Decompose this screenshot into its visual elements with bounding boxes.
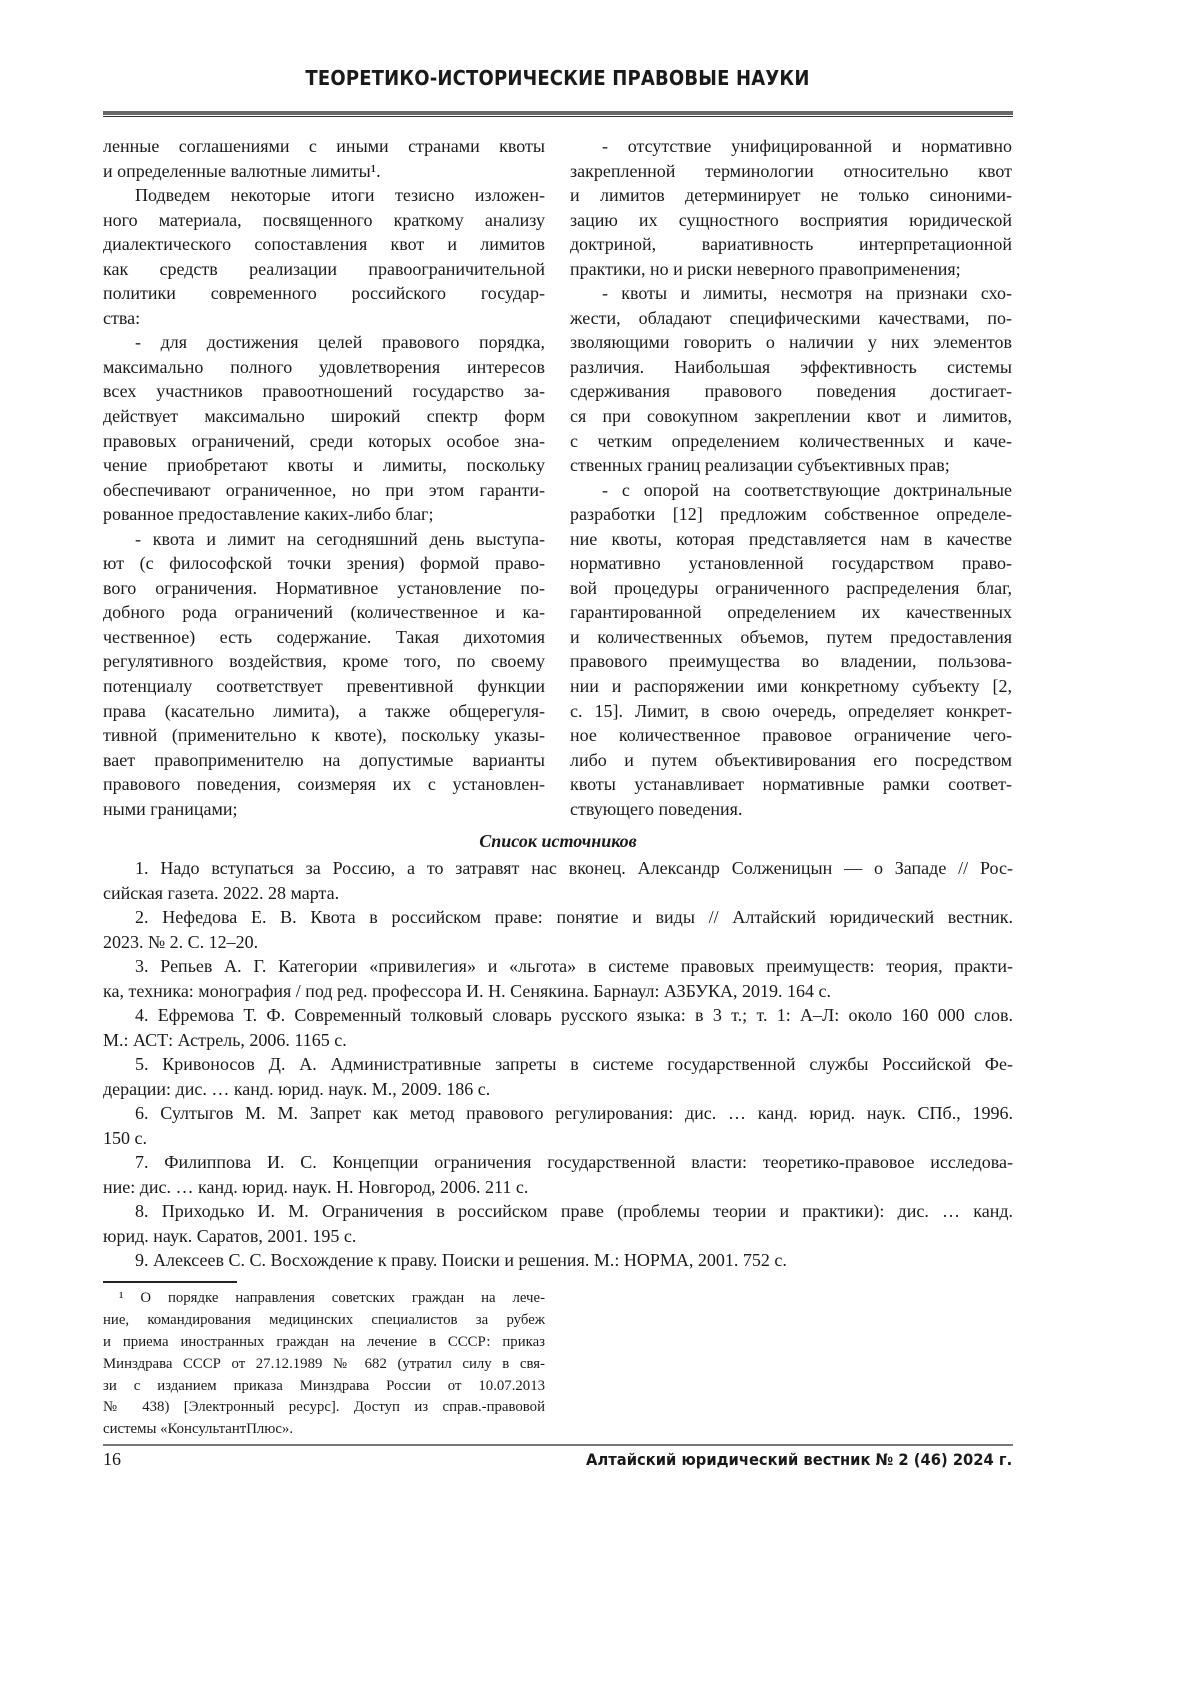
text-line: регулятивного воздействия, кроме того, по своему <box>103 649 545 674</box>
text-line: чение приобретают квоты и лимиты, поскольку <box>103 453 545 478</box>
text-line: ка, техника: монография / под ред. профессора И. Н. Сенякина. Барнаул: АЗБУКА, 2019. 164 с. <box>103 979 1013 1004</box>
text-line: сдерживания правового поведения достигает- <box>570 379 1012 404</box>
text-line: М.: АСТ: Астрель, 2006. 1165 с. <box>103 1028 1013 1053</box>
text-line: закрепленной терминологии относительно квот <box>570 159 1012 184</box>
text-line: правовых ограничений, среди которых особое зна- <box>103 429 545 454</box>
text-line: и определенные валютные лимиты¹. <box>103 159 545 184</box>
text-line: и количественных объемов, путем предоставления <box>570 625 1012 650</box>
footnote-rule <box>103 1281 237 1283</box>
left-column <box>103 134 545 821</box>
text-line: 2. Нефедова Е. В. Квота в российском праве: понятие и виды // Алтайский юридический вестник. <box>103 905 1013 930</box>
text-line: ¹ О порядке направления советских граждан на лече- <box>103 1288 545 1310</box>
text-line: тивной (применительно к квоте), поскольку указы- <box>103 723 545 748</box>
footer-rule <box>103 1444 1013 1446</box>
text-line: дерации: дис. … канд. юрид. наук. М., 2009. 186 с. <box>103 1077 1013 1102</box>
text-line: практики, но и риски неверного правоприменения; <box>570 257 1012 282</box>
journal-title: Алтайский юридический вестник № 2 (46) 2024 г. <box>586 1450 1012 1469</box>
text-line: доктриной, вариативность интерпретационной <box>570 232 1012 257</box>
text-line: ственных границ реализации субъективных прав; <box>570 453 1012 478</box>
text-line: правового преимущества во владении, пользова- <box>570 649 1012 674</box>
paragraph <box>103 954 1013 1003</box>
text-line: зи с изданием приказа Минздрава России от 10.07.2013 <box>103 1376 545 1398</box>
text-line: 2023. № 2. С. 12–20. <box>103 930 1013 955</box>
text-line: 1. Надо вступаться за Россию, а то затравят нас вконец. Александр Солженицын — о Западе // Рос- <box>103 856 1013 881</box>
paragraph <box>570 134 1012 281</box>
text-line: зволяющими говорить о наличии у них элементов <box>570 330 1012 355</box>
text-line: ют (с философской точки зрения) формой право- <box>103 551 545 576</box>
text-line: либо и путем объективирования его посредством <box>570 748 1012 773</box>
text-line: ние квоты, которая представляется нам в качестве <box>570 527 1012 552</box>
text-line: ными границами; <box>103 797 545 822</box>
text-line: № 438) [Электронный ресурс]. Доступ из справ.-правовой <box>103 1397 545 1419</box>
text-line: квоты устанавливает нормативные рамки соответ- <box>570 772 1012 797</box>
paragraph <box>103 1052 1013 1101</box>
text-line: с четким определением количественных и каче- <box>570 429 1012 454</box>
text-line: вает правоприменителю на допустимые варианты <box>103 748 545 773</box>
paragraph <box>103 905 1013 954</box>
text-line: ства: <box>103 306 545 331</box>
sources-heading: Список источников <box>103 831 1013 852</box>
text-line: как средств реализации правоограничительной <box>103 257 545 282</box>
text-line: ние: дис. … канд. юрид. наук. Н. Новгород, 2006. 211 с. <box>103 1175 1013 1200</box>
text-line: и приема иностранных граждан на лечение в СССР: приказ <box>103 1332 545 1354</box>
text-line: нормативно установленной государством право- <box>570 551 1012 576</box>
paragraph <box>103 1003 1013 1052</box>
text-line: рованное предоставление каких-либо благ; <box>103 502 545 527</box>
page-number: 16 <box>103 1449 121 1470</box>
text-line: с. 15]. Лимит, в свою очередь, определяет конкрет- <box>570 699 1012 724</box>
text-line: ся при совокупном закреплении квот и лимитов, <box>570 404 1012 429</box>
text-line: 5. Кривоносов Д. А. Административные запреты в системе государственной службы Российской Фе- <box>103 1052 1013 1077</box>
text-line: 8. Приходько И. М. Ограничения в российском праве (проблемы теории и практики): дис. … канд. <box>103 1199 1013 1224</box>
section-title: ТЕОРЕТИКО-ИСТОРИЧЕСКИЕ ПРАВОВЫЕ НАУКИ <box>148 66 966 90</box>
text-line: действует максимально широкий спектр форм <box>103 404 545 429</box>
text-line: 4. Ефремова Т. Ф. Современный толковый словарь русского языка: в 3 т.; т. 1: А–Л: около 160 000 слов. <box>103 1003 1013 1028</box>
footnote <box>103 1288 545 1441</box>
text-line: правового поведения, соизмеряя их с установлен- <box>103 772 545 797</box>
text-line: - отсутствие унифицированной и нормативно <box>570 134 1012 159</box>
text-line: диалектического сопоставления квот и лимитов <box>103 232 545 257</box>
text-line: и лимитов детерминирует не только синоними- <box>570 183 1012 208</box>
text-line: всех участников правоотношений государство за- <box>103 379 545 404</box>
text-line: вого ограничения. Нормативное установление по- <box>103 576 545 601</box>
text-line: вой процедуры ограниченного распределения благ, <box>570 576 1012 601</box>
text-line: жести, обладают специфическими качествами, по- <box>570 306 1012 331</box>
paragraph <box>103 1248 1013 1273</box>
text-line: ного материала, посвященного краткому анализу <box>103 208 545 233</box>
text-line: сийская газета. 2022. 28 марта. <box>103 881 1013 906</box>
header-rule-thin <box>103 116 1013 117</box>
right-column <box>570 134 1012 821</box>
paragraph <box>570 478 1012 822</box>
text-line: гарантированной определением их качественных <box>570 600 1012 625</box>
text-line: Минздрава СССР от 27.12.1989 № 682 (утратил силу в свя- <box>103 1354 545 1376</box>
sources-list <box>103 856 1013 1273</box>
paragraph <box>103 856 1013 905</box>
text-line: различия. Наибольшая эффективность системы <box>570 355 1012 380</box>
text-line: - для достижения целей правового порядка, <box>103 330 545 355</box>
text-line: системы «КонсультантПлюс». <box>103 1419 545 1441</box>
paragraph <box>103 183 545 330</box>
text-line: максимально полного удовлетворения интересов <box>103 355 545 380</box>
text-line: права (касательно лимита), а также общерегуля- <box>103 699 545 724</box>
text-line: 3. Репьев А. Г. Категории «привилегия» и «льгота» в системе правовых преимуществ: теория, практи- <box>103 954 1013 979</box>
paragraph <box>570 281 1012 477</box>
paragraph <box>103 1150 1013 1199</box>
paragraph <box>103 1288 545 1441</box>
text-line: 6. Султыгов М. М. Запрет как метод правового регулирования: дис. … канд. юрид. наук. СПб., 1996. <box>103 1101 1013 1126</box>
text-line: разработки [12] предложим собственное определе- <box>570 502 1012 527</box>
text-line: Подведем некоторые итоги тезисно изложен- <box>103 183 545 208</box>
text-line: политики современного российского государ- <box>103 281 545 306</box>
paragraph <box>103 134 545 183</box>
text-line: - квота и лимит на сегодняшний день выступа- <box>103 527 545 552</box>
text-line: нии и распоряжении ими конкретному субъекту [2, <box>570 674 1012 699</box>
paragraph <box>103 1101 1013 1150</box>
text-line: ствующего поведения. <box>570 797 1012 822</box>
paragraph <box>103 1199 1013 1248</box>
text-line: ние, командирования медицинских специалистов за рубеж <box>103 1310 545 1332</box>
text-line: ленные соглашениями с иными странами квоты <box>103 134 545 159</box>
paragraph <box>103 330 545 526</box>
text-line: добного рода ограничений (количественное и ка- <box>103 600 545 625</box>
text-line: 9. Алексеев С. С. Восхождение к праву. Поиски и решения. М.: НОРМА, 2001. 752 с. <box>103 1248 1013 1273</box>
text-line: ное количественное правовое ограничение чего- <box>570 723 1012 748</box>
text-line: обеспечивают ограниченное, но при этом гаранти- <box>103 478 545 503</box>
text-line: 7. Филиппова И. С. Концепции ограничения государственной власти: теоретико-правовое исследова- <box>103 1150 1013 1175</box>
text-line: потенциалу соответствует превентивной функции <box>103 674 545 699</box>
text-line: чественное) есть содержание. Такая дихотомия <box>103 625 545 650</box>
text-line: зацию их сущностного восприятия юридической <box>570 208 1012 233</box>
text-line: - квоты и лимиты, несмотря на признаки схо- <box>570 281 1012 306</box>
text-line: - с опорой на соответствующие доктринальные <box>570 478 1012 503</box>
paragraph <box>103 527 545 822</box>
header-rule <box>103 111 1013 115</box>
text-line: юрид. наук. Саратов, 2001. 195 с. <box>103 1224 1013 1249</box>
text-line: 150 с. <box>103 1126 1013 1151</box>
